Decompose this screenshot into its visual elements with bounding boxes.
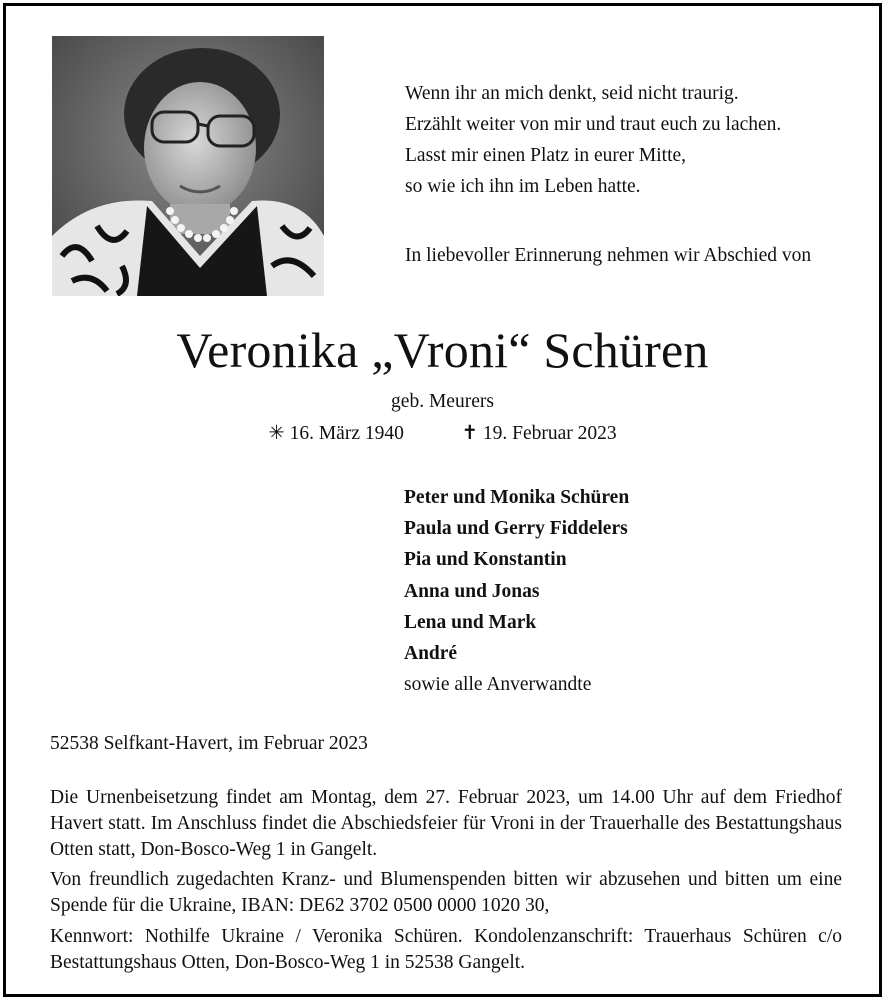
poem-line: Lasst mir einen Platz in eurer Mitte, (405, 145, 687, 166)
poem-line: Erzählt weiter von mir und traut euch zu lachen. (405, 114, 782, 135)
mourners-list (404, 482, 629, 700)
portrait-photo (52, 36, 324, 296)
cross-icon: ✝ (461, 423, 478, 444)
deceased-name: Veronika „Vroni“ Schüren (176, 322, 709, 378)
poem-line: so wie ich ihn im Leben hatte. (405, 176, 641, 197)
condolence-address: Kennwort: Nothilfe Ukraine / Veronika Schüren. Kondolenzanschrift: Trauerhaus Schüren c/o Bestattungshaus Otten, Don-Bosco-Weg 1 in 52538 Gangelt. (50, 926, 842, 973)
life-dates (0, 420, 885, 448)
mourner: Pia und Konstantin (404, 549, 567, 571)
birth-icon: ✳ (268, 423, 285, 444)
place-date: 52538 Selfkant-Havert, im Februar 2023 (50, 733, 368, 754)
poem (405, 78, 855, 202)
poem-line: Wenn ihr an mich denkt, seid nicht traurig. (405, 83, 739, 104)
funeral-details: Die Urnenbeisetzung findet am Montag, dem 27. Februar 2023, um 14.00 Uhr auf dem Friedhof Havert statt. Im Anschluss findet die Abschiedsfeier für Vroni in der Trauerhalle des Bestattungshaus Otten statt, Don-Bosco-Weg 1 in Gangelt. (50, 787, 842, 860)
portrait-illustration (52, 36, 324, 296)
death-date: 19. Februar 2023 (482, 423, 617, 444)
mourner: Lena und Mark (404, 611, 537, 633)
birth-date: 16. März 1940 (289, 423, 404, 444)
farewell-intro: In liebevoller Erinnerung nehmen wir Abschied von (405, 245, 812, 266)
mourner: Anna und Jonas (404, 580, 540, 602)
mourners-extra: sowie alle Anverwandte (404, 674, 592, 696)
maiden-name: geb. Meurers (391, 391, 494, 412)
mourner: Paula und Gerry Fiddelers (404, 518, 628, 540)
donation-note: Von freundlich zugedachten Kranz- und Blumenspenden bitten wir abzusehen und bitten um eine Spende für die Ukraine, IBAN: DE62 3702 0500 0000 1020 30, (50, 869, 842, 916)
mourner: Peter und Monika Schüren (404, 487, 630, 508)
mourner: André (404, 643, 458, 665)
